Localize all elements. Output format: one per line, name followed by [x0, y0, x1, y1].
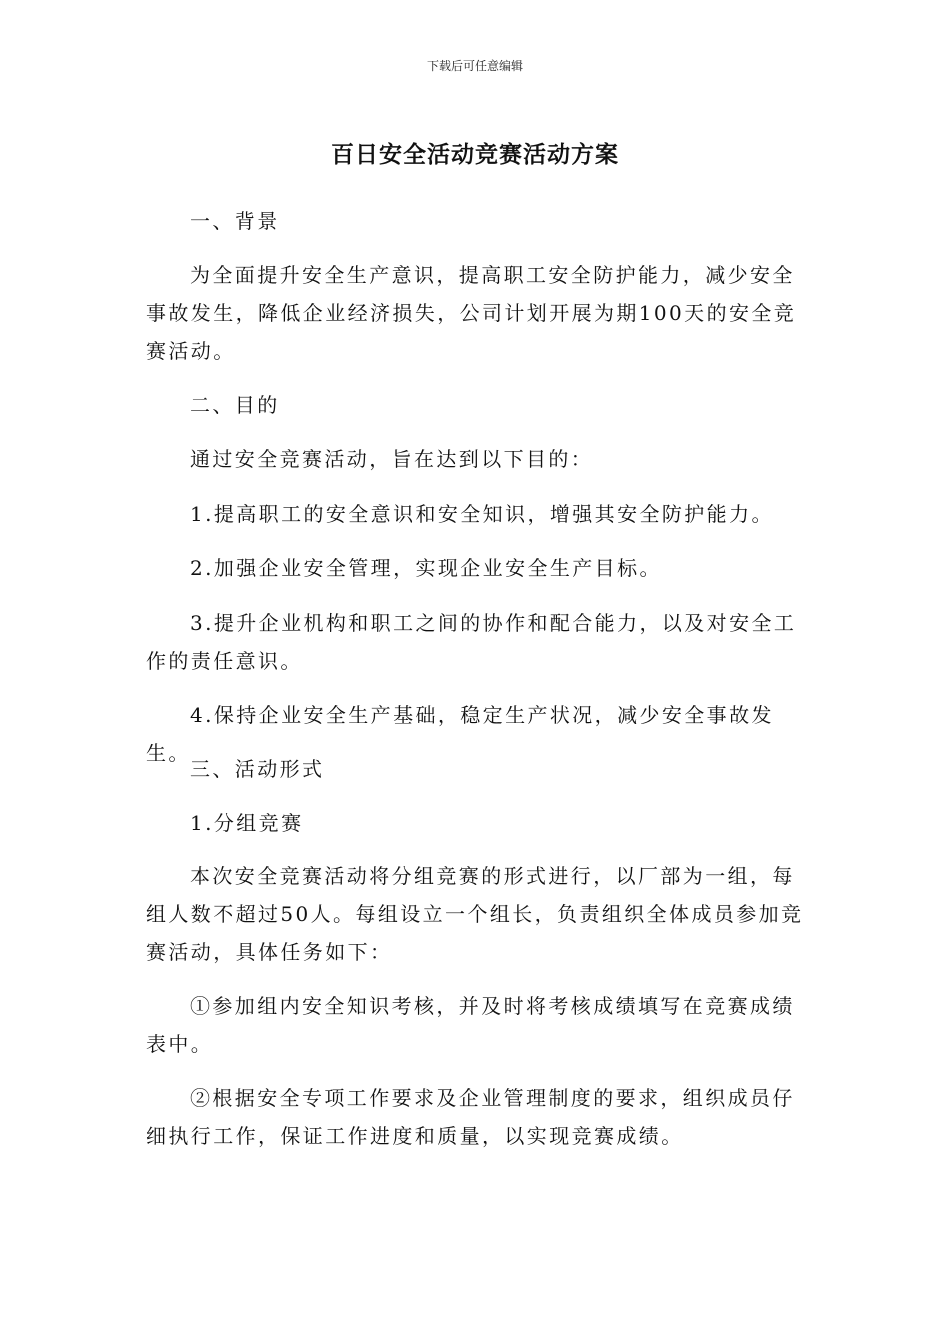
list-item-purpose-1: 1.提高职工的安全意识和安全知识，增强其安全防护能力。 — [190, 502, 774, 526]
paragraph-group-competition: 本次安全竞赛活动将分组竞赛的形式进行，以厂部为一组，每组人数不超过50人。每组设立一个组长，负责组织全体成员参加竞赛活动，具体任务如下： — [146, 864, 804, 964]
list-item-purpose-2: 2.加强企业安全管理，实现企业安全生产目标。 — [190, 556, 662, 580]
paragraph-purpose-intro: 通过安全竞赛活动，旨在达到以下目的： — [190, 447, 594, 471]
subheading-group-competition: 1.分组竞赛 — [190, 811, 304, 835]
list-item-purpose-4: 4.保持企业安全生产基础，稳定生产状况，减少安全事故发生。 — [146, 703, 774, 765]
section-heading-purpose: 二、目的 — [190, 393, 280, 417]
header-note: 下载后可任意编辑 — [426, 59, 523, 73]
list-item-task-2: ②根据安全专项工作要求及企业管理制度的要求，组织成员仔细执行工作，保证工作进度和质量，以实现竞赛成绩。 — [146, 1086, 795, 1148]
list-item-task-1: ①参加组内安全知识考核，并及时将考核成绩填写在竞赛成绩表中。 — [146, 994, 795, 1056]
section-heading-background: 一、背景 — [190, 209, 280, 233]
list-item-purpose-3: 3.提升企业机构和职工之间的协作和配合能力，以及对安全工作的责任意识。 — [146, 611, 797, 673]
paragraph-background: 为全面提升安全生产意识，提高职工安全防护能力，减少安全事故发生，降低企业经济损失，公司计划开展为期100天的安全竞赛活动。 — [146, 263, 797, 363]
section-heading-activity-form: 三、活动形式 — [190, 757, 325, 781]
document-title: 百日安全活动竞赛活动方案 — [331, 142, 619, 168]
